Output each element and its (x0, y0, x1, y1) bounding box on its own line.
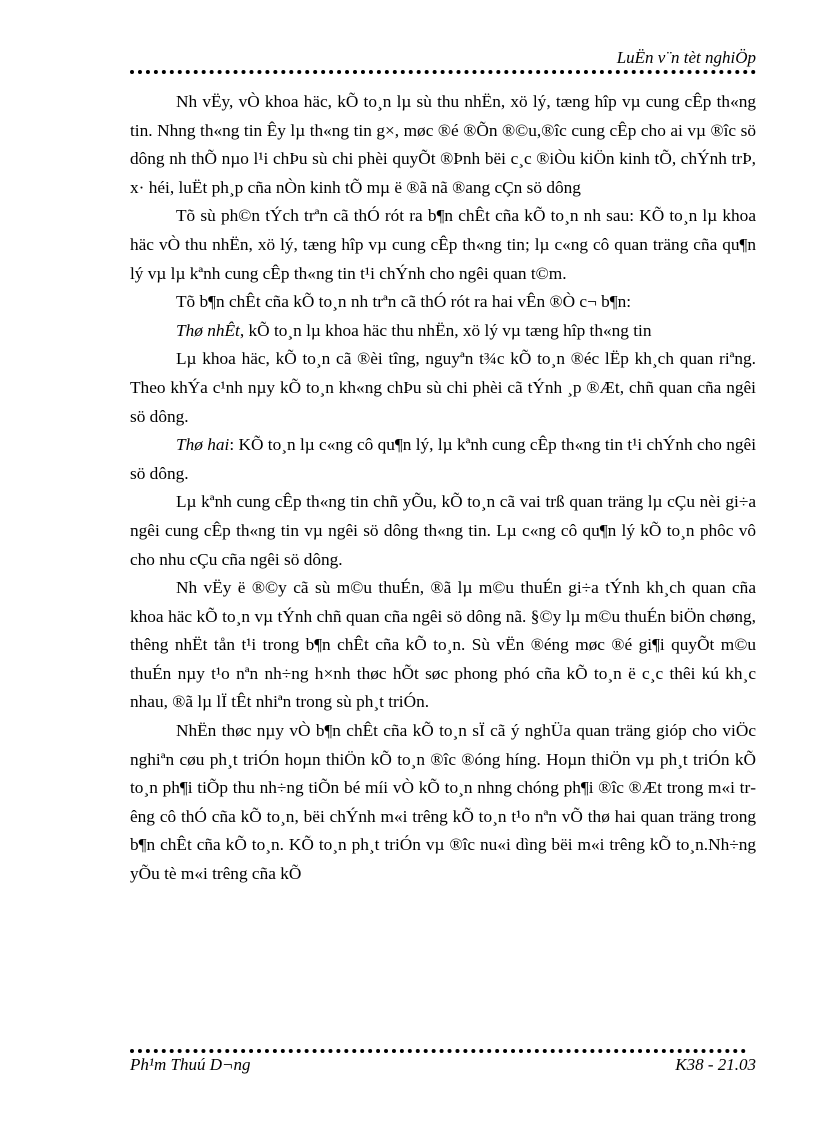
paragraph (130, 574, 756, 717)
paragraph-text: Lµ khoa häc, kÕ to¸n cã ®èi tîng, nguyªn t¾c kÕ to¸n ®éc lËp kh¸ch quan riªng. Theo khÝa c¹nh nµy kÕ to¸n kh«ng chÞu sù chi phèi cã tÝnh ¸p ®Æt, chñ quan cña ngêi sö dông. (130, 349, 756, 426)
paragraph (130, 88, 756, 202)
header-divider (130, 70, 756, 74)
footer-divider (130, 1049, 746, 1053)
paragraph-lead: Thø hai (176, 435, 230, 455)
header-title: LuËn v¨n tèt nghiÖp (616, 48, 756, 67)
paragraph-text: Tõ sù ph©n tÝch trªn cã thÓ rót ra b¶n chÊt cña kÕ to¸n nh sau: KÕ to¸n lµ khoa häc vÒ thu nhËn, xö lý, tæng hîp vµ cung cÊp th«ng tin; lµ c«ng cô quan träng cña qu¶n lý vµ lµ kªnh cung cÊp th«ng tin t¹i chÝnh cho ngêi quan t©m. (130, 206, 756, 283)
paragraph (130, 202, 756, 288)
paragraph (130, 345, 756, 431)
paragraph-text: Nh vËy, vÒ khoa häc, kÕ to¸n lµ sù thu nhËn, xö lý, tæng hîp vµ cung cÊp th«ng tin. Nhng th«ng tin Êy lµ th«ng tin g×, møc ®é ®Õn ®©u,®îc cung cÊp cho ai vµ ®îc sö dông nh thÕ nµo l¹i chÞu sù chi phèi quyÕt ®Þnh bëi c¸c ®iÒu kiÖn kinh tÕ, chÝnh trÞ, x· héi, luËt ph¸p cña nÒn kinh tÕ mµ ë ®ã nã ®ang cÇn sö dông (130, 92, 756, 197)
footer-code: K38 - 21.03 (675, 1055, 756, 1074)
paragraph-text: Nh vËy ë ®©y cã sù m©u thuÉn, ®ã lµ m©u thuÉn gi÷a tÝnh kh¸ch quan cña khoa häc kÕ to¸n vµ tÝnh chñ quan cña ngêi sö dông nã. §©y lµ m©u thuÉn biÖn chøng, thêng nhËt tån t¹i trong b¶n chÊt cña kÕ to¸n. Sù vËn ®éng møc ®é gi¶i quyÕt m©u thuÉn nµy t¹o nªn nh÷ng h×nh thøc hÕt søc phong phó cña kÕ to¸n ë c¸c thêi kú kh¸c nhau, ®ã lµ lÏ tÊt nhiªn trong sù ph¸t triÓn. (130, 578, 756, 712)
paragraph-lead: Thø nhÊt (176, 320, 240, 340)
footer-author: Ph¹m Thuú D¬ng (130, 1055, 251, 1074)
paragraph (130, 717, 756, 889)
paragraph-text: NhËn thøc nµy vÒ b¶n chÊt cña kÕ to¸n sÏ cã ý nghÜa quan träng gióp cho viÖc nghiªn cøu ph¸t triÓn hoµn thiÖn kÕ to¸n ®îc ®óng híng. Hoµn thiÖn vµ ph¸t triÓn kÕ to¸n ph¶i tiÕp thu nh÷ng tiÕn bé míi vÒ kÕ to¸n nhng chóng ph¶i ®îc ®Æt trong m«i trêng cô thÓ cña kÕ to¸n, bëi chÝnh m«i trêng kÕ to¸n t¹o nªn vÕ thø hai quan träng trong b¶n chÊt cña kÕ to¸n. KÕ to¸n ph¸t triÓn vµ ®îc nu«i dìng bëi m«i trêng kÕ to¸n.Nh÷ng yÕu tè m«i trêng cña kÕ (130, 721, 756, 884)
paragraph-text: : KÕ to¸n lµ c«ng cô qu¶n lý, lµ kªnh cung cÊp th«ng tin t¹i chÝnh cho ngêi sö dông. (130, 435, 757, 483)
body-text (130, 88, 756, 889)
paragraph (130, 288, 756, 317)
paragraph-text: , kÕ to¸n lµ khoa häc thu nhËn, xö lý vµ tæng hîp th«ng tin (239, 320, 652, 340)
paragraph-text: Tõ b¶n chÊt cña kÕ to¸n nh trªn cã thÓ rót ra hai vÊn ®Ò c¬ b¶n: (176, 292, 632, 312)
paragraph (130, 488, 756, 574)
paragraph (130, 431, 756, 488)
paragraph-text: Lµ kªnh cung cÊp th«ng tin chñ yÕu, kÕ to¸n cã vai trß quan träng lµ cÇu nèi gi÷a ngêi cung cÊp th«ng tin vµ ngêi sö dông th«ng tin. Lµ c«ng cô qu¶n lý kÕ to¸n phôc vô cho nhu cÇu cña ngêi sö dông. (130, 492, 756, 569)
paragraph (130, 317, 756, 346)
